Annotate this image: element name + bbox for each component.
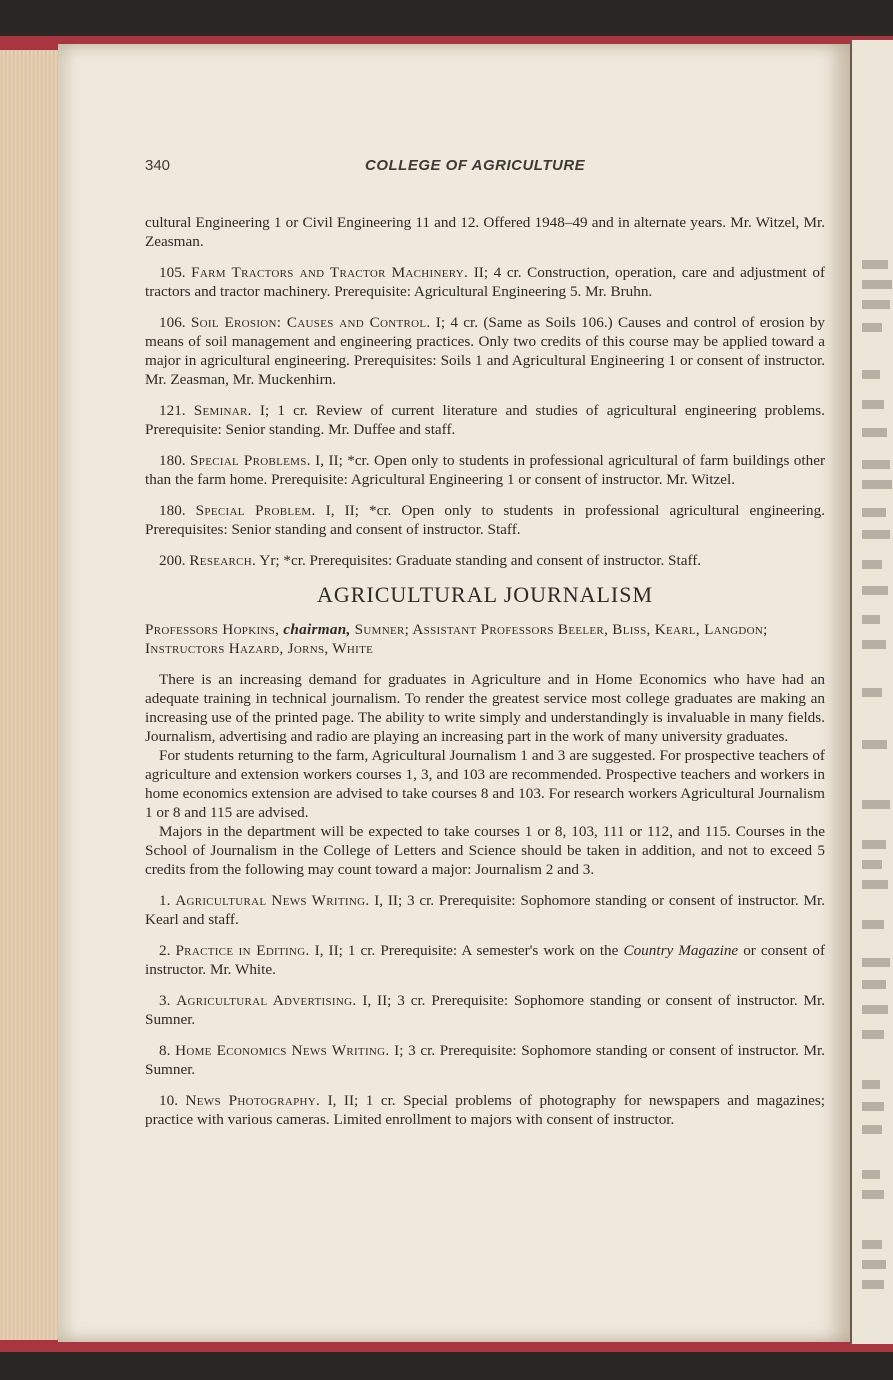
course-title: Agricultural Advertising. bbox=[176, 992, 357, 1009]
course-description: I, II; 3 cr. Prerequisite: Sophomore standing or consent of instructor. Mr. Kearl and staff. bbox=[145, 892, 825, 928]
journalism-course-list bbox=[145, 891, 825, 1129]
course-entry bbox=[145, 941, 825, 979]
course-entry bbox=[145, 451, 825, 489]
course-description: I, II; 3 cr. Prerequisite: Sophomore standing or consent of instructor. Mr. Sumner. bbox=[145, 992, 826, 1028]
course-number: 180. bbox=[159, 502, 196, 519]
course-number: 2. bbox=[159, 942, 176, 959]
course-description: I, II; *cr. Open only to students in professional agricultural of farm buildings other than the farm home. Prerequisite: Agricultural Engineering 1 or consent of instructor. Mr. Witzel. bbox=[145, 452, 826, 488]
intro-paragraph: For students returning to the farm, Agricultural Journalism 1 and 3 are suggested. For prospective teachers of agriculture and extension workers courses 1, 3, and 103 are recommended. Prospective teachers and workers in home economics extension are advised to take courses 8 and 103. For research workers Agricultural Journalism 1 or 8 and 115 are advised. bbox=[145, 747, 825, 821]
intro-paragraph: There is an increasing demand for graduates in Agriculture and in Home Economics who have had an adequate training in technical journalism. To render the greatest service most college graduates are making an increasing use of the printed page. The ability to write simply and understandingly is invaluable in many fields. Journalism, advertising and radio are playing an increasing part in the work of many university graduates. bbox=[145, 671, 825, 745]
intro-paragraph: Majors in the department will be expected to take courses 1 or 8, 103, 111 or 112, and 115. Courses in the School of Journalism in the College of Letters and Science should be taken in addition, and not to exceed 5 credits from the following may count toward a major: Journalism 2 and 3. bbox=[145, 823, 825, 878]
course-entry bbox=[145, 263, 825, 301]
course-number: 121. bbox=[159, 402, 194, 419]
course-entry bbox=[145, 551, 825, 570]
course-number: 1. bbox=[159, 892, 176, 909]
course-entry bbox=[145, 991, 825, 1029]
course-number: 200. bbox=[159, 552, 190, 569]
course-entry bbox=[145, 891, 825, 929]
section-title: AGRICULTURAL JOURNALISM bbox=[316, 582, 654, 607]
course-title: News Photography. bbox=[185, 1092, 321, 1109]
course-title: Soil Erosion: Causes and Control. bbox=[190, 314, 431, 331]
faculty-others: Sumner; Assistant Professors Beeler, Bliss, Kearl, Langdon; Instructors Hazard, Jorns, White bbox=[145, 621, 768, 657]
faculty-list bbox=[145, 620, 825, 658]
course-description: I, II; 1 cr. Prerequisite: A semester's work on the bbox=[309, 942, 624, 959]
course-description: I; 1 cr. Review of current literature and studies of agricultural engineering problems. Prerequisite: Senior standing. Mr. Duffee and staff. bbox=[145, 402, 825, 438]
course-number: 10. bbox=[159, 1092, 186, 1109]
page-edges bbox=[0, 50, 62, 1340]
course-number: 8. bbox=[159, 1042, 176, 1059]
course-number: 106. bbox=[159, 314, 191, 331]
engineering-course-list bbox=[145, 263, 825, 570]
course-entry bbox=[145, 1091, 825, 1129]
department-intro bbox=[145, 670, 825, 879]
course-title: Practice in Editing. bbox=[175, 942, 310, 959]
course-title: Home Economics News Writing. bbox=[175, 1042, 390, 1059]
running-head: COLLEGE OF AGRICULTURE bbox=[365, 157, 586, 174]
faculty-chair: chairman, bbox=[283, 621, 351, 638]
course-title: Agricultural News Writing. bbox=[175, 892, 370, 909]
course-title: Research. bbox=[189, 552, 257, 569]
course-number: 105. bbox=[159, 264, 192, 281]
course-entry bbox=[145, 313, 825, 389]
course-description: II; 4 cr. Construction, operation, care and adjustment of tractors and tractor machinery. Prerequisite: Agricultural Engineering 5. Mr. Bruhn. bbox=[145, 264, 825, 300]
course-description: or consent of instructor. Mr. White. bbox=[145, 942, 826, 978]
course-title: Special Problems. bbox=[190, 452, 311, 469]
course-title: Seminar. bbox=[193, 402, 252, 419]
course-description: I; 4 cr. (Same as Soils 106.) Causes and control of erosion by means of soil management and engineering practices. Only two credits of this course may be applied toward a major in agricultural engineering. Prerequisites: Soils 1 and Agricultural Engineering 1 or consent of instructor. Mr. Zeasman, Mr. Muckenhirn. bbox=[145, 314, 825, 388]
page-header bbox=[145, 157, 825, 177]
page-number: 340 bbox=[145, 157, 171, 174]
course-publication: Country Magazine bbox=[623, 942, 739, 959]
course-description: Yr; *cr. Prerequisites: Graduate standing and consent of instructor. Staff. bbox=[256, 552, 702, 569]
course-title: Farm Tractors and Tractor Machinery. bbox=[191, 264, 469, 281]
continuation-text: cultural Engineering 1 or Civil Engineering 11 and 12. Offered 1948–49 and in alternate years. Mr. Witzel, Mr. Zeasman. bbox=[145, 214, 825, 250]
course-number: 180. bbox=[159, 452, 191, 469]
course-entry bbox=[145, 501, 825, 539]
course-description: I, II; *cr. Open only to students in professional agricultural engineering. Prerequisites: Senior standing and consent of instructor. Staff. bbox=[145, 502, 826, 538]
course-title: Special Problem. bbox=[195, 502, 316, 519]
page-body bbox=[145, 213, 825, 1141]
course-description: I; 3 cr. Prerequisite: Sophomore standing or consent of instructor. Mr. Sumner. bbox=[145, 1042, 826, 1078]
course-entry bbox=[145, 1041, 825, 1079]
adjacent-page-edge bbox=[850, 40, 893, 1344]
faculty-professors: Professors Hopkins, bbox=[145, 621, 284, 638]
course-number: 3. bbox=[159, 992, 177, 1009]
course-entry bbox=[145, 401, 825, 439]
course-description: I, II; 1 cr. Special problems of photography for newspapers and magazines; practice with various cameras. Limited enrollment to majors with consent of instructor. bbox=[145, 1092, 825, 1128]
